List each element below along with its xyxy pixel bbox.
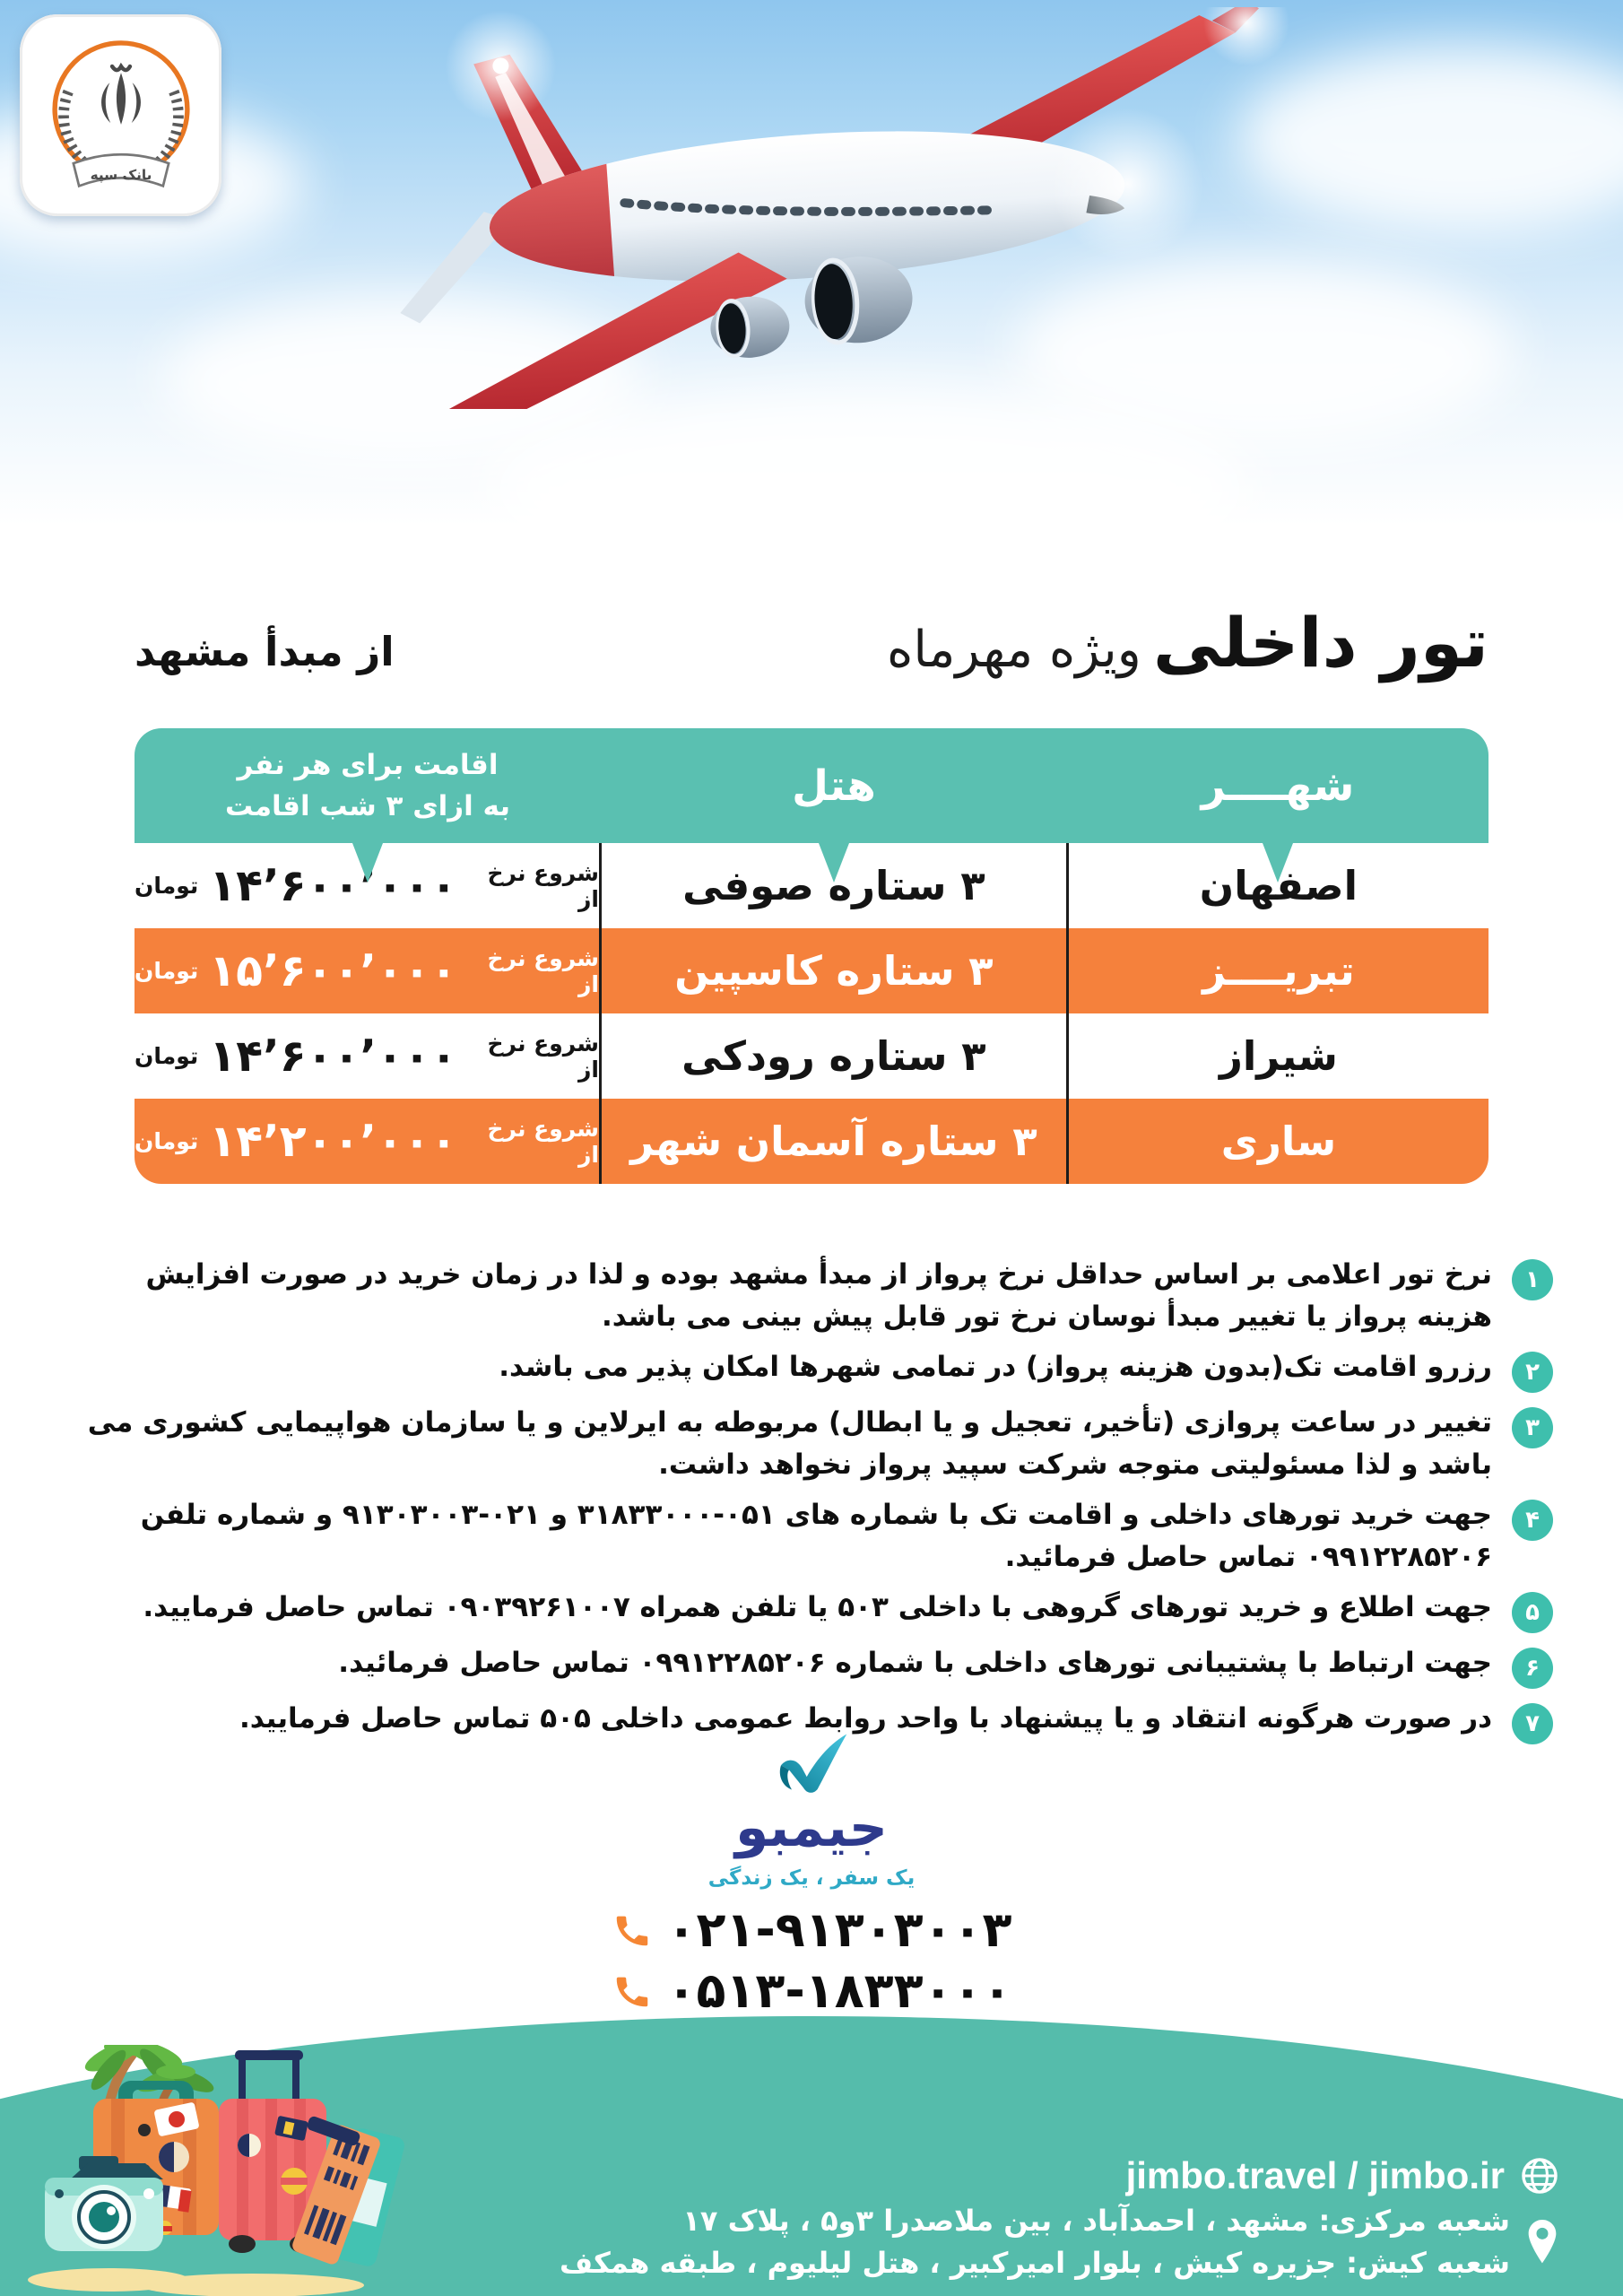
note-text: جهت خرید تورهای داخلی و اقامت تک با شماره های ۰۵۱-۳۱۸۳۳۰۰۰ و ۰۲۱-۹۱۳۰۳۰۰۳ و شماره تلفن ۰۹۹۱۲۲۸۵۲۰۶ تماس حاصل فرمائید. xyxy=(140,1499,1492,1573)
list-item xyxy=(68,1642,1553,1689)
price-unit: تومان xyxy=(135,1128,199,1154)
note-text: جهت ارتباط با پشتیبانی تورهای داخلی با شماره ۰۹۹۱۲۲۸۵۲۰۶ تماس حاصل فرمائید. xyxy=(338,1647,1492,1679)
title-row xyxy=(135,603,1488,683)
address-block xyxy=(560,2202,1560,2283)
header-pointer xyxy=(352,843,383,883)
price-prefix: شروع نرخ از xyxy=(487,1115,599,1168)
bank-name-text: بانک سپه xyxy=(90,166,152,183)
cell-price xyxy=(135,928,599,1013)
phone-icon xyxy=(612,1909,653,1951)
website-url: jimbo.travel / jimbo.ir xyxy=(1125,2154,1505,2196)
bank-sepah-logo xyxy=(20,14,221,216)
cell-city: شیراز xyxy=(1219,1032,1338,1080)
price-unit: تومان xyxy=(135,958,199,984)
table-header xyxy=(135,728,1488,843)
brand-name: جیمبو xyxy=(734,1796,889,1859)
note-text: در صورت هرگونه انتقاد و یا پیشنهاد با واحد روابط عمومی داخلی ۵۰۵ تماس حاصل فرمایید. xyxy=(239,1702,1492,1735)
sky-background xyxy=(0,0,1623,596)
list-item xyxy=(68,1254,1553,1337)
airplane-illustration xyxy=(327,7,1291,409)
cell-city: ساری xyxy=(1220,1118,1337,1165)
list-item xyxy=(68,1587,1553,1633)
brand-tagline: یک سفر ، یک زندگی xyxy=(707,1866,916,1890)
cell-hotel: ۳ ستاره رودکی xyxy=(599,1013,1069,1099)
note-number-badge: ۱ xyxy=(1512,1259,1553,1300)
header-pointer xyxy=(1263,843,1293,883)
footer-contact xyxy=(63,2154,1560,2283)
cloud xyxy=(484,386,1255,592)
price-value: ۱۵٬۶۰۰٬۰۰۰ xyxy=(209,945,457,996)
globe-icon xyxy=(1519,2155,1560,2196)
price-prefix: شروع نرخ از xyxy=(487,944,599,997)
price-unit: تومان xyxy=(135,873,199,899)
price-prefix: شروع نرخ از xyxy=(487,1030,599,1083)
tour-table xyxy=(135,728,1488,1184)
notes-list xyxy=(68,1254,1553,1744)
note-number-badge: ۲ xyxy=(1512,1352,1553,1393)
list-item xyxy=(68,1346,1553,1393)
address-main-branch: شعبه مرکزی: مشهد ، احمدآباد ، بین ملاصدرا ۳و۵ ، پلاک ۱۷ xyxy=(682,2204,1510,2238)
website-row xyxy=(1126,2154,1560,2197)
price-value: ۱۴٬۶۰۰٬۰۰۰ xyxy=(209,1031,457,1082)
list-item xyxy=(68,1402,1553,1485)
note-number-badge: ۳ xyxy=(1512,1407,1553,1448)
address-kish-branch: شعبه کیش: جزیره کیش ، بلوار امیرکبیر ، هتل لیلیوم ، طبقه همکف xyxy=(560,2246,1510,2281)
phone-number: ۰۲۱-۹۱۳۰۳۰۰۳ xyxy=(666,1901,1012,1958)
note-text: تغییر در ساعت پروازی (تأخیر، تعجیل و یا ابطال) مربوطه به ایرلاین و یا سازمان هواپیمایی کشوری می باشد و لذا مسئولیتی متوجه شرکت سپید پرواز نخواهد داشت. xyxy=(87,1406,1492,1481)
location-pin-icon xyxy=(1524,2218,1560,2266)
column-header-city: شهــــر xyxy=(1201,761,1355,811)
price-prefix: شروع نرخ از xyxy=(487,859,599,912)
jimbo-brand xyxy=(0,1733,1623,2019)
jimbo-checkmark-icon xyxy=(770,1733,853,1794)
phone-icon xyxy=(612,1970,653,2012)
page-title xyxy=(887,603,1488,683)
price-value: ۱۴٬۲۰۰٬۰۰۰ xyxy=(209,1116,457,1167)
phone-number-row xyxy=(612,1902,1012,1958)
cell-hotel: ۳ ستاره کاسپین xyxy=(599,928,1069,1013)
note-number-badge: ۵ xyxy=(1512,1592,1553,1633)
cloud xyxy=(1237,45,1623,233)
note-text: نرخ تور اعلامی بر اساس حداقل نرخ پرواز از مبدأ مشهد بوده و لذا در زمان خرید در صورت افزایش هزینه پرواز یا تغییر مبدأ نوسان نرخ تور قابل پیش بینی می باشد. xyxy=(145,1258,1492,1333)
bank-emblem-icon xyxy=(31,26,211,205)
price-value: ۱۴٬۶۰۰٬۰۰۰ xyxy=(209,860,457,911)
cell-price xyxy=(135,1013,599,1099)
price-header-line1: اقامت برای هر نفر xyxy=(237,748,499,781)
phone-list xyxy=(612,1902,1012,2019)
cell-hotel: ۳ ستاره صوفی xyxy=(599,843,1069,928)
price-unit: تومان xyxy=(135,1043,199,1069)
cell-hotel: ۳ ستاره آسمان شهر xyxy=(599,1099,1069,1184)
table-row xyxy=(135,928,1488,1013)
column-header-hotel: هتل xyxy=(792,761,876,811)
cell-price xyxy=(135,1099,599,1184)
phone-number-row xyxy=(612,1963,1012,2019)
table-body xyxy=(135,843,1488,1184)
list-item xyxy=(68,1494,1553,1578)
column-header-price xyxy=(135,744,601,828)
origin-label: از مبدأ مشهد xyxy=(135,628,395,675)
phone-number: ۰۵۱۳-۱۸۳۳۰۰۰ xyxy=(666,1962,1012,2020)
title-subtitle: ویژه مهرماه xyxy=(886,621,1141,679)
note-number-badge: ۷ xyxy=(1512,1703,1553,1744)
header-pointer xyxy=(819,843,849,883)
table-row xyxy=(135,1099,1488,1184)
table-row xyxy=(135,1013,1488,1099)
cell-city: اصفهان xyxy=(1199,862,1358,909)
note-number-badge: ۶ xyxy=(1512,1648,1553,1689)
note-number-badge: ۴ xyxy=(1512,1500,1553,1541)
note-text: جهت اطلاع و خرید تورهای گروهی با داخلی ۵۰۳ یا تلفن همراه ۰۹۰۳۹۲۶۱۰۰۷ تماس حاصل فرمایید. xyxy=(143,1591,1492,1623)
note-text: رزرو اقامت تک(بدون هزینه پرواز) در تمامی شهرها امکان پذیر می باشد. xyxy=(499,1351,1492,1383)
price-header-line2: به ازای ۳ شب اقامت xyxy=(225,790,510,822)
cell-city: تبریــــز xyxy=(1202,947,1355,995)
title-bold: تور داخلی xyxy=(1152,603,1488,683)
